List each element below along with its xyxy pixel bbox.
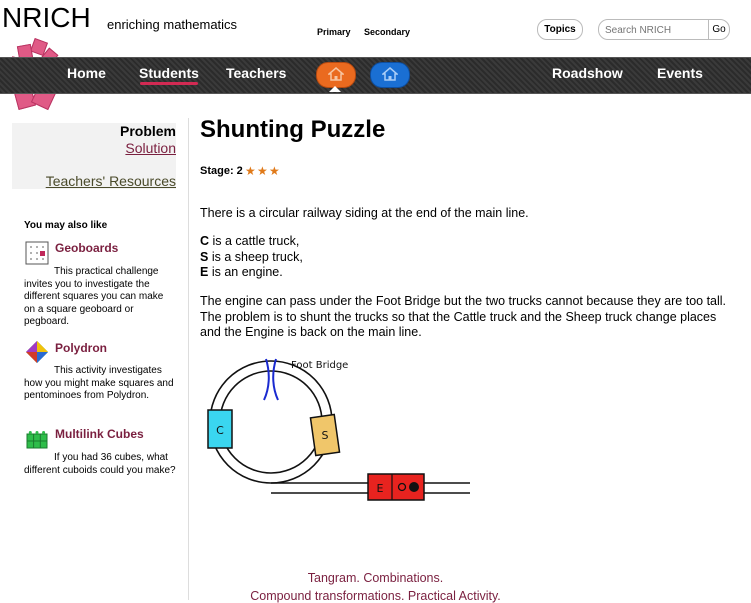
truck-list [200, 234, 740, 281]
home-icon [328, 67, 344, 81]
tab-solution[interactable]: Solution [125, 140, 176, 156]
related-title-polydron[interactable]: Polydron [55, 341, 108, 355]
search-input[interactable] [603, 22, 707, 38]
home-icon [382, 67, 398, 81]
logo-subtitle: enriching mathematics [107, 17, 238, 32]
cattle-truck-label: C [216, 424, 224, 437]
search-box [598, 19, 730, 40]
foot-bridge-left [264, 359, 269, 400]
star-icon: ★ [269, 164, 280, 178]
tab-problem[interactable]: Problem [119, 123, 176, 139]
column-divider [188, 118, 189, 600]
nav-roadshow[interactable]: Roadshow [552, 65, 623, 81]
related-title-geoboards[interactable]: Geoboards [55, 241, 119, 255]
related-description: If you had 36 cubes, what different cuboids could you make? [24, 452, 176, 476]
primary-stage-button[interactable] [316, 62, 356, 88]
shunting-diagram [200, 352, 480, 502]
related-links-line-2[interactable]: Compound transformations. Practical Activity. [250, 589, 501, 603]
problem-paragraph: The engine can pass under the Foot Bridge but the two trucks cannot because they are too tall. The problem is to shunt the trucks so that the Cattle truck and the Sheep truck change places and the Engine is back on the main line. [200, 294, 727, 339]
also-like-heading: You may also like [24, 220, 108, 231]
primary-active-arrow [329, 86, 341, 92]
related-description: This practical challenge invites you to investigate the different squares you can make on a square geoboard or pegboard. [24, 266, 164, 327]
logo-text[interactable]: NRICH [2, 2, 91, 33]
foot-bridge-right [273, 359, 278, 400]
engine-label: E [376, 482, 384, 495]
related-links-line-1[interactable]: Tangram. Combinations. [307, 571, 444, 585]
nav-active-indicator [140, 82, 198, 85]
related-description: This activity investigates how you might make squares and pentominoes from Polydron. [24, 365, 174, 401]
geoboard-icon[interactable] [25, 241, 49, 265]
engine-line: E is an engine. [200, 265, 283, 279]
nav-students[interactable]: Students [139, 65, 199, 81]
sheep-line: S is a sheep truck, [200, 249, 303, 264]
nav-events[interactable]: Events [657, 65, 703, 81]
polydron-icon[interactable] [25, 340, 49, 364]
cattle-line: C is a cattle truck, [200, 234, 300, 248]
intro-paragraph: There is a circular railway siding at the end of the main line. [200, 206, 529, 220]
nav-teachers[interactable]: Teachers [226, 65, 287, 81]
nav-home[interactable]: Home [67, 65, 106, 81]
star-icon: ★ [257, 164, 268, 178]
go-button[interactable]: Go [708, 20, 729, 39]
secondary-label: Secondary [364, 27, 411, 37]
secondary-stage-button[interactable] [370, 62, 410, 88]
stage-label: Stage: 2 [200, 165, 243, 177]
tab-teachers-resources[interactable]: Teachers' Resources [45, 173, 176, 189]
multilink-cubes-icon[interactable] [25, 428, 49, 452]
primary-label: Primary [317, 27, 351, 37]
topics-button[interactable]: Topics [537, 19, 583, 40]
star-icon: ★ [245, 164, 256, 178]
foot-bridge-label: Foot Bridge [291, 360, 349, 371]
page-title: Shunting Puzzle [200, 116, 386, 143]
sheep-truck-label: S [321, 429, 329, 442]
related-title-multilink-cubes[interactable]: Multilink Cubes [55, 427, 144, 441]
